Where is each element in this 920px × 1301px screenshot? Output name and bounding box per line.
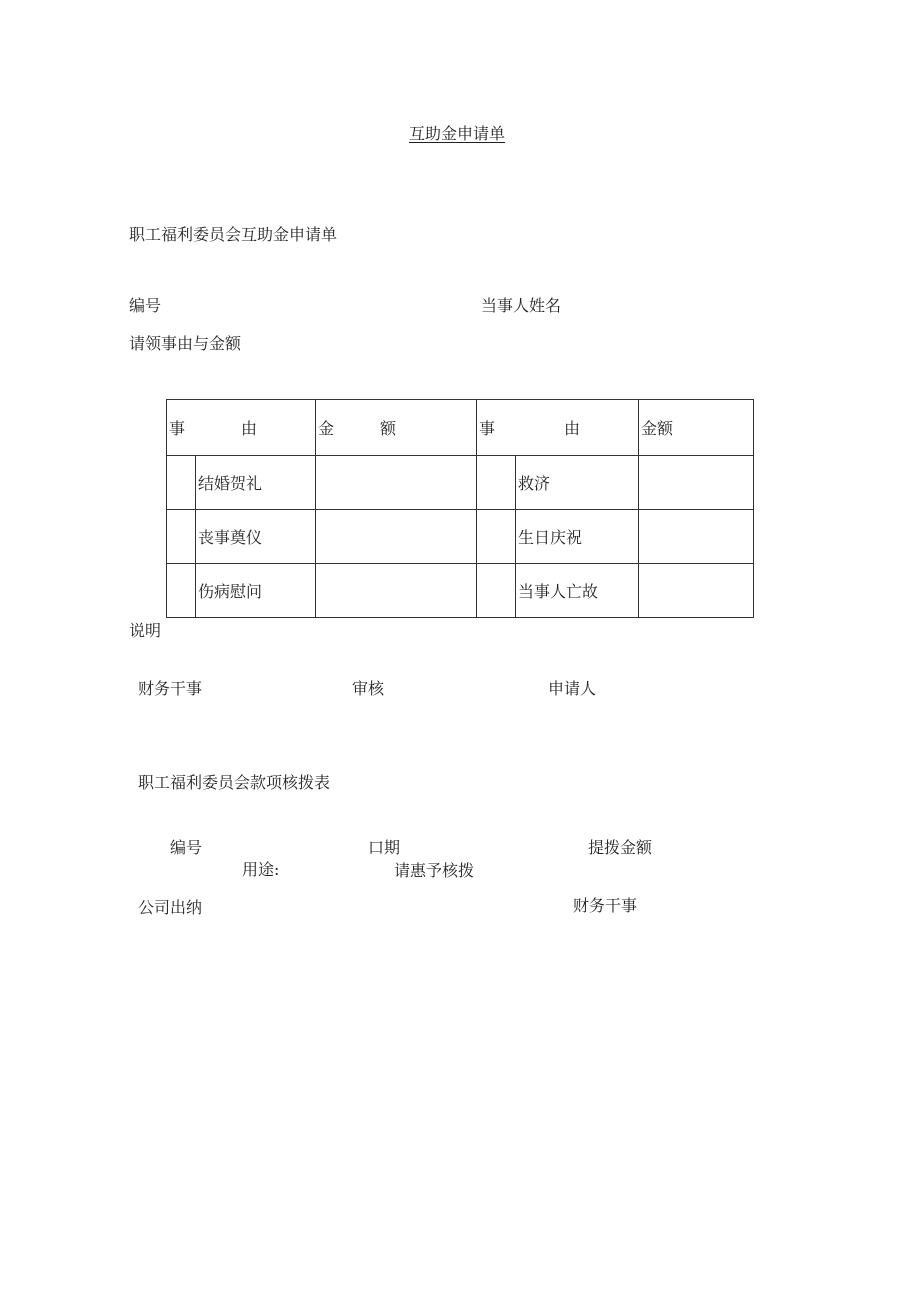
checkbox-cell-right[interactable] xyxy=(477,510,516,564)
item-right-death: 当事人亡故 xyxy=(516,564,639,618)
amount-cell-left[interactable] xyxy=(316,564,477,618)
checkbox-cell-left[interactable] xyxy=(167,564,196,618)
form2-finance-label: 财务干事 xyxy=(573,896,638,915)
checkbox-cell-left[interactable] xyxy=(167,510,196,564)
cashier-label: 公司出纳 xyxy=(138,898,203,917)
approve-text: 请惠予核拨 xyxy=(394,861,475,880)
purpose-label: 用途: xyxy=(242,860,280,879)
item-left-wedding: 结婚贺礼 xyxy=(196,456,316,510)
date-label: 口期 xyxy=(368,838,401,857)
table-row xyxy=(167,510,754,564)
table-header-row xyxy=(167,400,754,456)
amount-cell-right[interactable] xyxy=(639,456,754,510)
amount-label: 提拨金额 xyxy=(588,838,653,857)
reason-header-left: 事 由 xyxy=(167,400,316,456)
page-title: 互助金申请单 xyxy=(409,124,506,143)
item-left-funeral: 丧事奠仪 xyxy=(196,510,316,564)
reason-amount-table xyxy=(166,399,754,618)
number-label: 编号 xyxy=(129,296,162,315)
amount-cell-left[interactable] xyxy=(316,456,477,510)
amount-cell-right[interactable] xyxy=(639,510,754,564)
item-right-relief: 救济 xyxy=(516,456,639,510)
table-row xyxy=(167,456,754,510)
amount-header-right: 金额 xyxy=(639,400,754,456)
item-right-birthday: 生日庆祝 xyxy=(516,510,639,564)
form1-heading: 职工福利委员会互助金申请单 xyxy=(129,225,338,244)
amount-header-left: 金 额 xyxy=(316,400,477,456)
finance-officer-label: 财务干事 xyxy=(138,679,203,698)
amount-cell-left[interactable] xyxy=(316,510,477,564)
checkbox-cell-right[interactable] xyxy=(477,456,516,510)
checkbox-cell-right[interactable] xyxy=(477,564,516,618)
reason-header-right: 事 由 xyxy=(477,400,639,456)
form2-number-label: 编号 xyxy=(170,838,203,857)
note-label: 说明 xyxy=(129,621,162,640)
form2-heading: 职工福利委员会款项核拨表 xyxy=(138,773,331,792)
amount-cell-right[interactable] xyxy=(639,564,754,618)
reason-amount-label: 请领事由与金额 xyxy=(129,334,242,353)
checkbox-cell-left[interactable] xyxy=(167,456,196,510)
table-row xyxy=(167,564,754,618)
item-left-illness: 伤病慰问 xyxy=(196,564,316,618)
review-label: 审核 xyxy=(352,679,385,698)
party-name-label: 当事人姓名 xyxy=(481,296,562,315)
applicant-label: 申请人 xyxy=(548,679,597,698)
